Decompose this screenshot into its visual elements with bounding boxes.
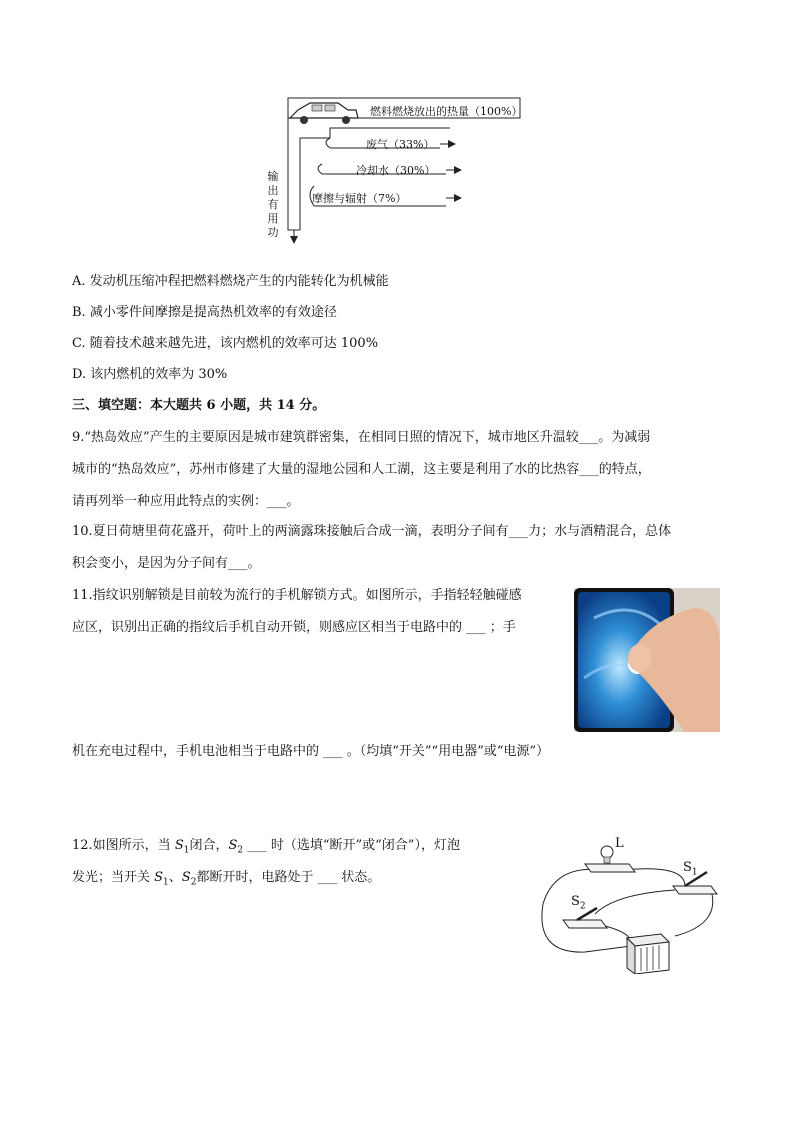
q12-line-1: 12.如图所示，当 $S_1$闭合，$S_2$ ___ 时（选填“断开”或“闭合”），灯泡: [72, 838, 460, 856]
lamp-label: L: [615, 836, 624, 851]
q9-line-3: 请再列举一种应用此特点的实例：___。: [72, 494, 300, 509]
q12-line-2: 发光；当开关 $S_1$、$S_2$都断开时，电路处于 ___ 状态。: [72, 870, 381, 888]
option-c: C. 随着技术越来越先进，该内燃机的效率可达 100%: [72, 336, 379, 351]
q9-line-2: 城市的“热岛效应”，苏州市修建了大量的湿地公园和人工湖，这主要是利用了水的比热容___的特点，: [72, 462, 651, 477]
car-icon: [290, 103, 358, 124]
q11-line-2: 应区，识别出正确的指纹后手机自动开锁，则感应区相当于电路中的 ___ ；手: [72, 620, 516, 635]
q11-line-1: 11.指纹识别解锁是目前较为流行的手机解锁方式。如图所示，手指轻轻触碰感: [72, 588, 522, 603]
q10-line-1: 10.夏日荷塘里荷花盛开，荷叶上的两滴露珠接触后合成一滴，表明分子间有___力；水与酒精混合，总体: [72, 524, 672, 539]
circuit-diagram: [535, 834, 725, 974]
q10-line-2: 积会变小，是因为分子间有___。: [72, 556, 261, 571]
phone-fingerprint-photo: [574, 588, 720, 732]
q11-line-3: 机在充电过程中，手机电池相当于电路中的 ___ 。（均填“开关”“用电器”或“电源”）: [72, 744, 550, 759]
s1-label: $S_1$: [683, 860, 698, 878]
useful-work-label: 输 出 有 用 功: [267, 170, 279, 239]
option-a: A. 发动机压缩冲程把燃料燃烧产生的内能转化为机械能: [72, 274, 389, 289]
friction-label: 摩擦与辐射（7%）: [312, 192, 407, 205]
s2-label: $S_2$: [571, 894, 586, 912]
cooling-label: 冷却水（30%）: [356, 164, 436, 177]
section-heading: 三、填空题：本大题共 6 小题，共 14 分。: [72, 398, 326, 413]
lamp-icon: [585, 846, 635, 872]
exhaust-label: 废气（33%）: [366, 138, 435, 151]
energy-flow-diagram: [250, 90, 550, 250]
battery-icon: [627, 934, 669, 974]
option-d: D. 该内燃机的效率为 30%: [72, 367, 228, 382]
q9-line-1: 9.“热岛效应”产生的主要原因是城市建筑群密集，在相同日照的情况下，城市地区升温较___。为减弱: [72, 430, 651, 445]
option-b: B. 减小零件间摩擦是提高热机效率的有效途径: [72, 305, 337, 320]
fuel-heat-label: 燃料燃烧放出的热量（100%）: [370, 105, 523, 118]
